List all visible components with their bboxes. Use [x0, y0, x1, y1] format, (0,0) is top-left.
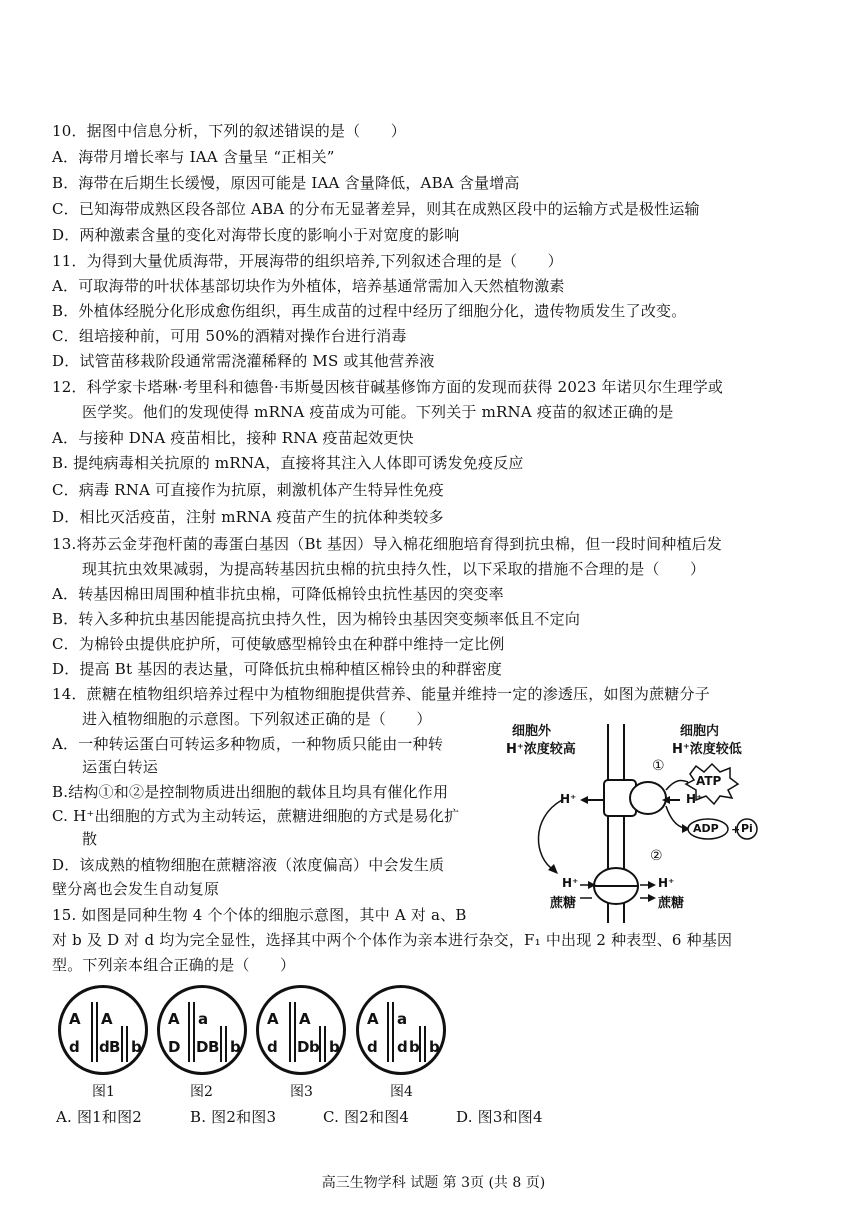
allele: A: [101, 1010, 113, 1028]
label-outside: 细胞外: [512, 724, 552, 739]
q12-option-b: B. 提纯病毒相关抗原的 mRNA，直接将其注入人体即可诱发免疫反应: [52, 454, 524, 472]
q12-stem-line2: 医学奖。他们的发现使得 mRNA 疫苗成为可能。下列关于 mRNA 疫苗的叙述正确的是: [82, 403, 674, 421]
q15-option-a: A. 图1和图2: [56, 1108, 143, 1126]
allele: b: [409, 1038, 420, 1056]
figure-3-caption: 图3: [290, 1084, 313, 1100]
q12-option-d: D．相比灭活疫苗，注射 mRNA 疫苗产生的抗体种类较多: [52, 508, 444, 526]
label-outside-concentration: H⁺浓度较高: [506, 742, 576, 757]
pi-label: Pi: [741, 822, 753, 835]
q11-option-d: D．试管苗移栽阶段通常需浇灌稀释的 MS 或其他营养液: [52, 352, 435, 370]
allele: D: [196, 1038, 209, 1056]
cell-figure-4: [356, 985, 446, 1075]
q14-option-c-line2: 散: [82, 830, 98, 848]
q15-option-c: C. 图2和图4: [323, 1108, 410, 1126]
label-sucrose-in: 蔗糖: [658, 896, 685, 911]
figure-4-caption: 图4: [390, 1084, 413, 1100]
q14-option-c-line1: C. H⁺出细胞的方式为主动转运，蔗糖进细胞的方式是易化扩: [52, 807, 460, 825]
allele: D: [297, 1038, 310, 1056]
q10-option-a: A．海带月增长率与 IAA 含量呈 “正相关”: [52, 148, 335, 166]
allele: B: [208, 1038, 220, 1056]
label-structure-1: ①: [652, 758, 665, 774]
q13-stem-line2: 现其抗虫效果减弱，为提高转基因抗虫棉的抗虫持久性，以下采取的措施不合理的是（ ）: [82, 560, 706, 578]
allele: d: [397, 1038, 408, 1056]
q15-stem-line3: 型。下列亲本组合正确的是（ ）: [52, 956, 296, 974]
q13-option-a: A．转基因棉田周围种植非抗虫棉，可降低棉铃虫抗性基因的突变率: [52, 585, 504, 603]
figure-2-caption: 图2: [190, 1084, 213, 1100]
label-hplus-out: H⁺: [560, 792, 577, 806]
cell-figure-2: [157, 985, 247, 1075]
q15-option-d: D. 图3和图4: [456, 1108, 543, 1126]
allele: b: [429, 1038, 440, 1056]
q11-option-c: C．组培接种前，可用 50%的酒精对操作台进行消毒: [52, 327, 407, 345]
allele: B: [109, 1038, 121, 1056]
label-sucrose-out: 蔗糖: [550, 896, 577, 911]
plus-sign: +: [731, 823, 741, 836]
allele: b: [329, 1038, 340, 1056]
cell-figure-3: [256, 985, 346, 1075]
allele: A: [367, 1010, 379, 1028]
q14-option-a-line1: A．一种转运蛋白可转运多种物质，一种物质只能由一种转: [52, 735, 444, 753]
q10-option-d: D．两种激素含量的变化对海带长度的影响小于对宽度的影响: [52, 226, 460, 244]
cell-figure-1: [58, 985, 148, 1075]
q12-option-a: A．与接种 DNA 疫苗相比，接种 RNA 疫苗起效更快: [52, 429, 414, 447]
q11-option-a: A．可取海带的叶状体基部切块作为外植体，培养基通常需加入天然植物激素: [52, 277, 565, 295]
q14-stem-line2: 进入植物细胞的示意图。下列叙述正确的是（ ）: [82, 710, 432, 728]
label-inside: 细胞内: [680, 724, 720, 739]
q13-option-b: B．转入多种抗虫基因能提高抗虫持久性，因为棉铃虫基因突变频率低且不定向: [52, 610, 581, 628]
q13-stem-line1: 13.将苏云金芽孢杆菌的毒蛋白基因（Bt 基因）导入棉花细胞培育得到抗虫棉，但一段时间种植后发: [52, 535, 723, 553]
allele: d: [367, 1038, 378, 1056]
atp-label: ATP: [696, 774, 722, 788]
page-footer: 高三生物学科 试题 第 3页 (共 8 页): [321, 1175, 546, 1191]
allele: A: [69, 1010, 81, 1028]
q12-stem-line1: 12．科学家卡塔琳·考里科和德鲁·韦斯曼因核苷碱基修饰方面的发现而获得 2023 年诺贝尔生理学或: [52, 378, 724, 396]
q15-stem-line1: 15. 如图是同种生物 4 个个体的细胞示意图，其中 A 对 a、B: [52, 906, 467, 924]
adp-label: ADP: [693, 822, 719, 835]
q10-option-c: C．已知海带成熟区段各部位 ABA 的分布无显著差异，则其在成熟区段中的运输方式是极性运输: [52, 200, 700, 218]
q15-stem-line2: 对 b 及 D 对 d 均为完全显性，选择其中两个个体作为亲本进行杂交，F₁ 中出现 2 种表型、6 种基因: [52, 931, 733, 949]
q14-option-d-line1: D．该成熟的植物细胞在蔗糖溶液（浓度偏高）中会发生质: [52, 856, 445, 874]
label-hplus-in-2: H⁺: [658, 876, 675, 890]
label-hplus-in: H⁺: [686, 792, 703, 806]
allele: D: [168, 1038, 181, 1056]
q14-stem-line1: 14．蔗糖在植物组织培养过程中为植物细胞提供营养、能量并维持一定的渗透压，如图为蔗糖分子: [52, 685, 710, 703]
q12-option-c: C．病毒 RNA 可直接作为抗原，刺激机体产生特异性免疫: [52, 481, 444, 499]
allele: d: [99, 1038, 110, 1056]
allele: d: [69, 1038, 80, 1056]
allele: A: [168, 1010, 180, 1028]
allele: d: [267, 1038, 278, 1056]
q15-option-b: B. 图2和图3: [190, 1108, 277, 1126]
q11-option-b: B．外植体经脱分化形成愈伤组织，再生成苗的过程中经历了细胞分化，遗传物质发生了改变。: [52, 302, 687, 320]
figure-1-caption: 图1: [92, 1084, 115, 1100]
label-structure-2: ②: [650, 848, 663, 864]
allele: A: [299, 1010, 311, 1028]
q13-option-d: D．提高 Bt 基因的表达量，可降低抗虫棉种植区棉铃虫的种群密度: [52, 660, 503, 678]
allele: a: [198, 1010, 209, 1028]
allele: a: [397, 1010, 408, 1028]
q13-option-c: C．为棉铃虫提供庇护所，可使敏感型棉铃虫在种群中维持一定比例: [52, 635, 505, 653]
q14-option-a-line2: 运蛋白转运: [82, 758, 159, 776]
allele: b: [309, 1038, 320, 1056]
sucrose-transport-diagram: [500, 718, 790, 928]
allele: b: [131, 1038, 142, 1056]
q14-option-d-line2: 壁分离也会发生自动复原: [52, 880, 220, 898]
q11-stem: 11．为得到大量优质海带，开展海带的组织培养,下列叙述合理的是（ ）: [52, 252, 563, 270]
allele: A: [267, 1010, 279, 1028]
label-inside-concentration: H⁺浓度较低: [672, 742, 742, 757]
q14-option-b: B.结构①和②是控制物质进出细胞的载体且均具有催化作用: [52, 783, 449, 801]
q10-option-b: B．海带在后期生长缓慢，原因可能是 IAA 含量降低，ABA 含量增高: [52, 174, 520, 192]
label-hplus-out-2: H⁺: [562, 876, 579, 890]
allele: b: [230, 1038, 241, 1056]
q10-stem: 10．据图中信息分析，下列的叙述错误的是（ ）: [52, 122, 406, 140]
